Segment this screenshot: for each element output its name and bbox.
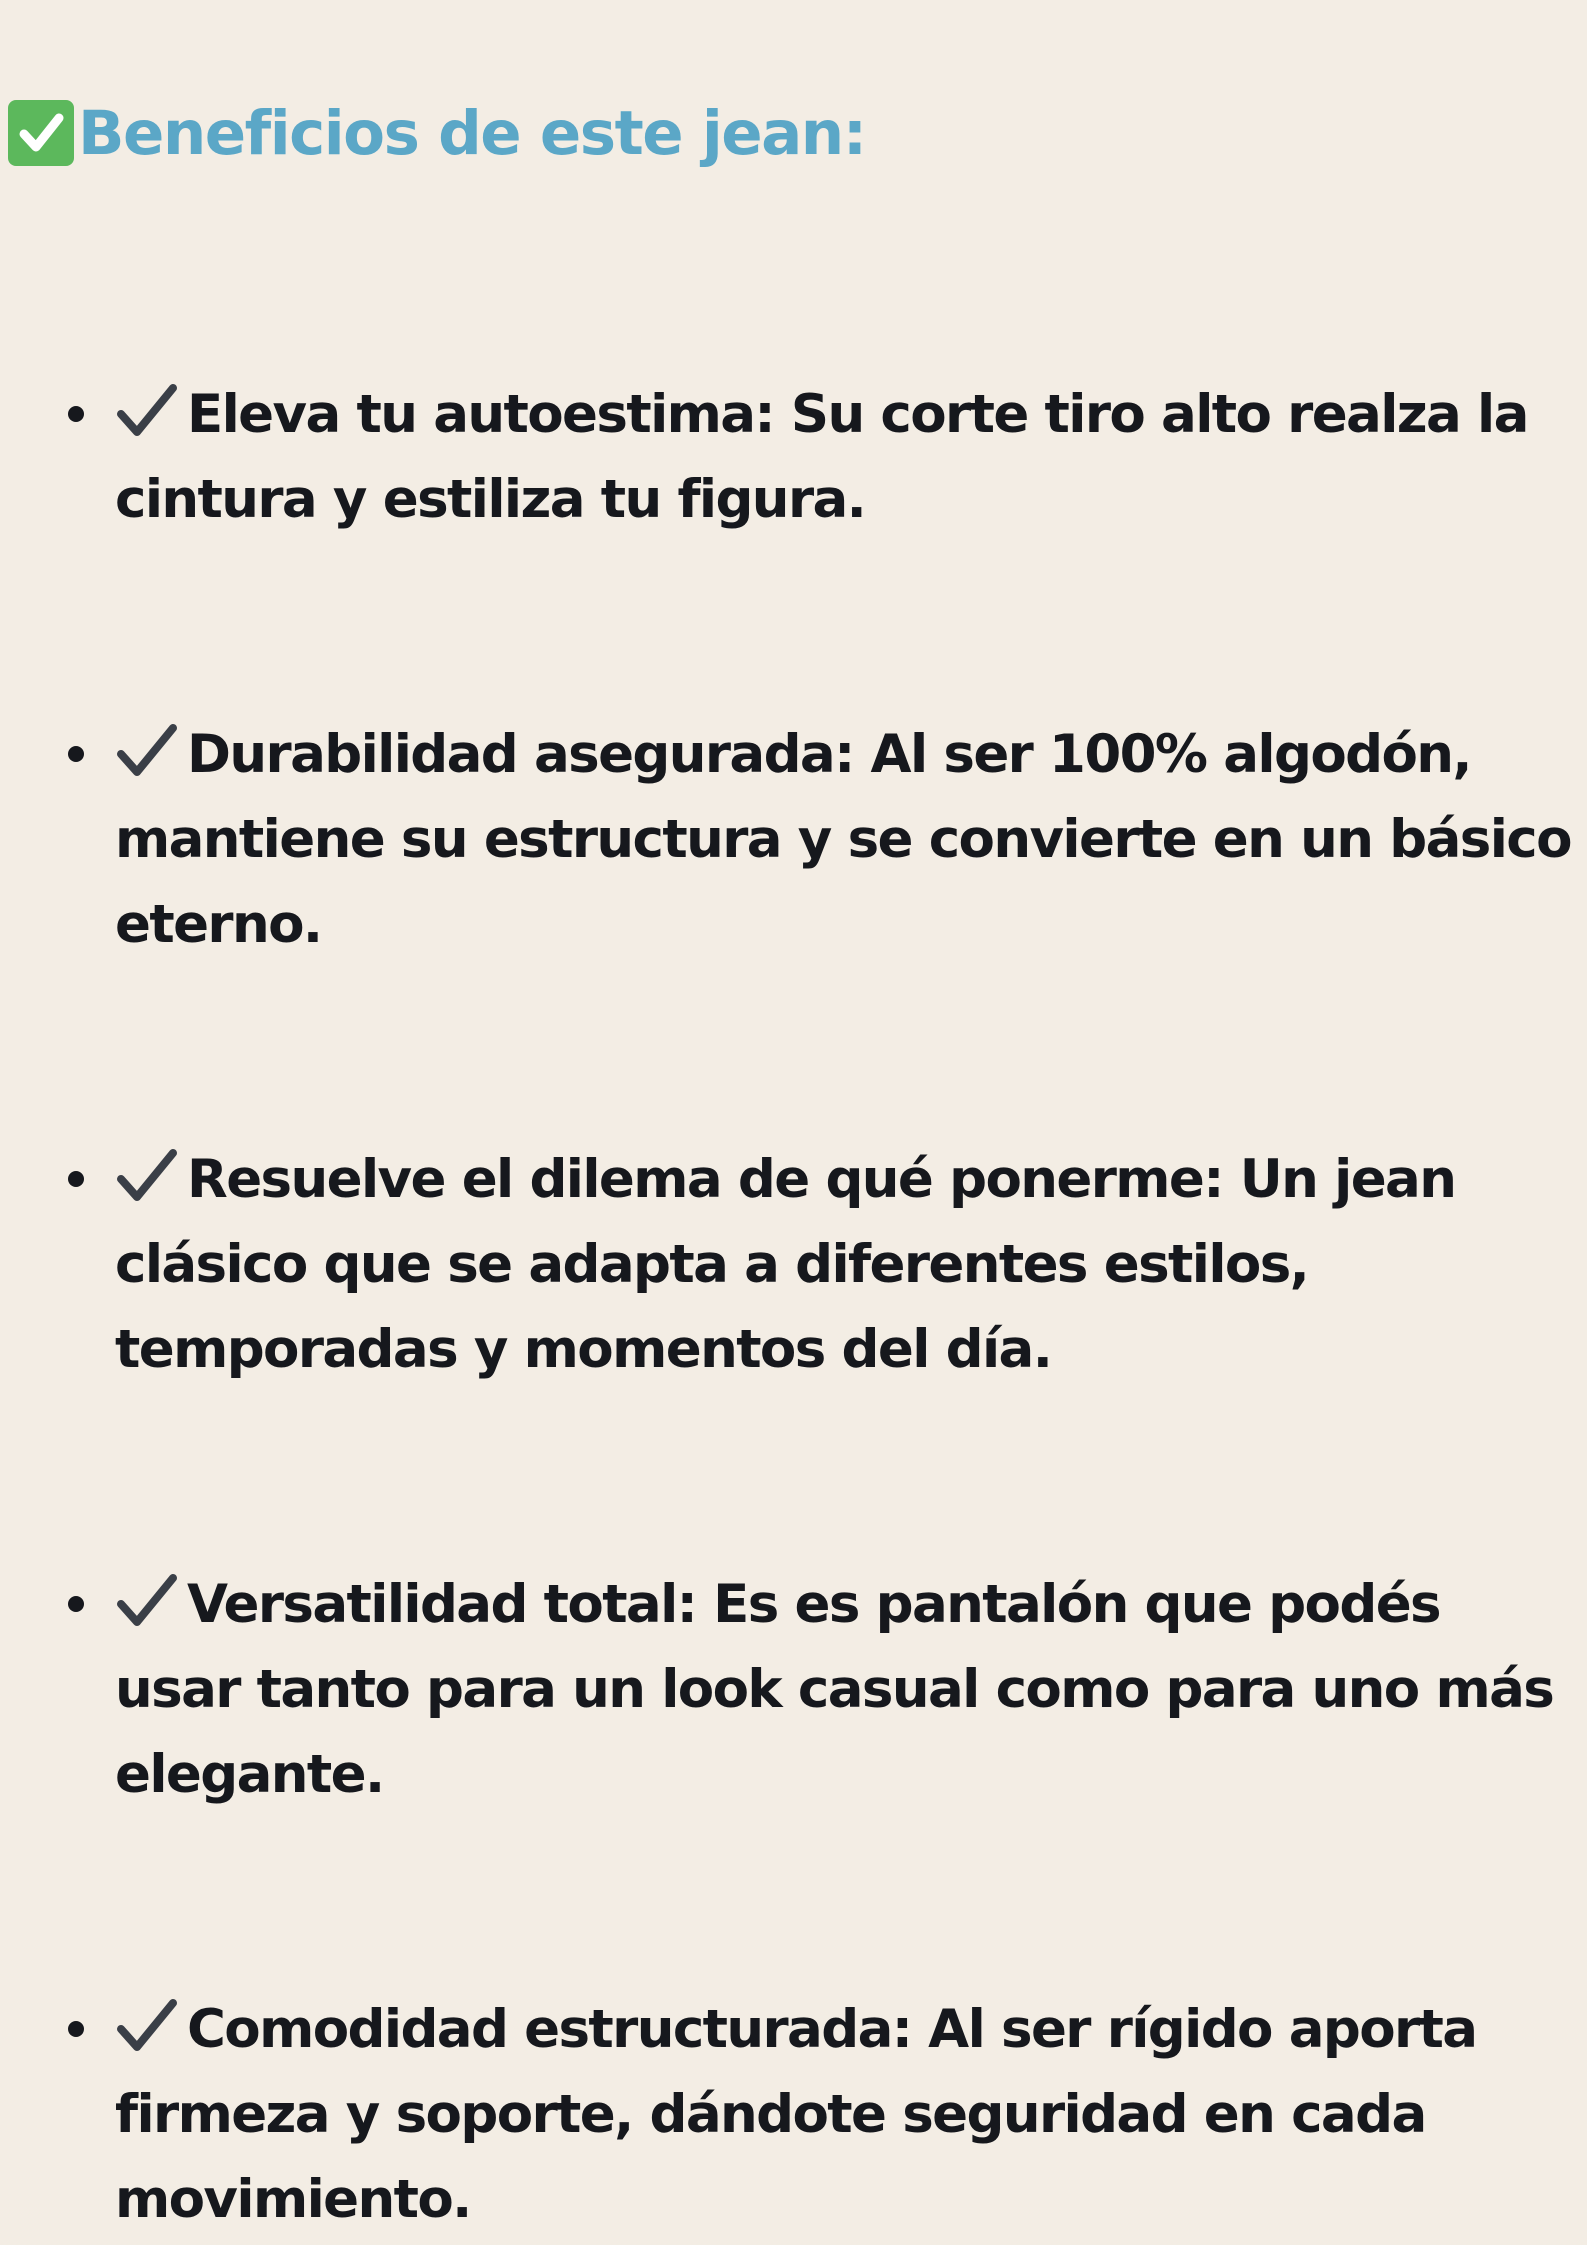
- check-mark-icon: [115, 1147, 179, 1203]
- bullet-dot: [68, 746, 84, 762]
- check-mark-icon: [115, 382, 179, 438]
- bullet-dot: [68, 2021, 84, 2037]
- benefit-text: Eleva tu autoestima: Su corte tiro alto realza la cintura y estiliza tu figura.: [115, 384, 1528, 530]
- check-mark-icon: [115, 1572, 179, 1628]
- benefit-text: Durabilidad asegurada: Al ser 100% algodón, mantiene su estructura y se convierte en un básico eterno.: [115, 724, 1571, 955]
- bullet-dot: [68, 406, 84, 422]
- benefit-text: Resuelve el dilema de qué ponerme: Un jean clásico que se adapta a diferentes estilos, temporadas y momentos del día.: [115, 1149, 1456, 1380]
- bullet-dot: [68, 1171, 84, 1187]
- benefit-text: Versatilidad total: Es es pantalón que podés usar tanto para un look casual como para uno más elegante.: [115, 1574, 1554, 1805]
- check-mark-icon: [115, 1997, 179, 2053]
- check-mark-icon: [115, 722, 179, 778]
- bullet-dot: [68, 1596, 84, 1612]
- page-title: Beneficios de este jean:: [78, 97, 866, 169]
- benefit-text: Comodidad estructurada: Al ser rígido aporta firmeza y soporte, dándote seguridad en cada movimiento.: [115, 1999, 1477, 2230]
